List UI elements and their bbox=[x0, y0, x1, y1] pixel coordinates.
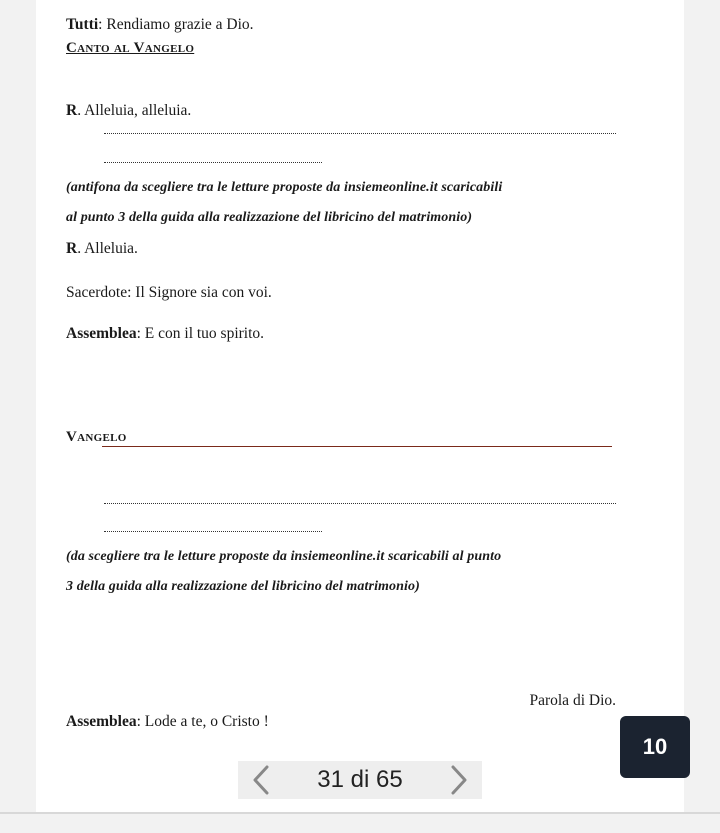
fill-in-dotted-line bbox=[104, 531, 322, 532]
response-line-2 bbox=[66, 240, 138, 258]
next-page-button[interactable] bbox=[436, 761, 482, 799]
vangelo-heading: Vangelo bbox=[66, 429, 127, 445]
fill-in-dotted-line bbox=[104, 162, 322, 163]
fill-in-dotted-line bbox=[104, 503, 616, 504]
speaker-label: Tutti bbox=[66, 16, 99, 33]
vangelo-note-line-2: 3 della guida alla realizzazione del libricino del matrimonio) bbox=[66, 579, 420, 594]
tutti-line bbox=[66, 16, 254, 34]
response-text: : E con il tuo spirito. bbox=[136, 325, 265, 342]
previous-page-button[interactable] bbox=[238, 761, 284, 799]
speaker-label: Assemblea bbox=[66, 713, 137, 730]
speaker-label: Assemblea bbox=[66, 325, 137, 342]
vangelo-note-line-1: (da scegliere tra le letture proposte da insiemeonline.it scaricabili al punto bbox=[66, 549, 502, 564]
response-text: : Lode a te, o Cristo ! bbox=[136, 713, 269, 730]
heading-underline bbox=[102, 446, 612, 447]
antifona-note-line-1: (antifona da scegliere tra le letture proposte da insiemeonline.it scaricabili bbox=[66, 180, 503, 195]
response-text: . Alleluia, alleluia. bbox=[77, 102, 192, 119]
speaker-label: R bbox=[66, 102, 78, 119]
page-number-badge: 10 bbox=[620, 716, 690, 778]
assemblea-line-1 bbox=[66, 325, 264, 343]
assemblea-line-2 bbox=[66, 713, 269, 731]
sacerdote-line: Sacerdote: Il Signore sia con voi. bbox=[66, 284, 272, 301]
parola-di-dio: Parola di Dio. bbox=[529, 692, 616, 709]
chevron-right-icon bbox=[448, 764, 470, 796]
page-navigator bbox=[238, 761, 482, 799]
antifona-note-line-2: al punto 3 della guida alla realizzazione del libricino del matrimonio) bbox=[66, 210, 473, 225]
chevron-left-icon bbox=[250, 764, 272, 796]
response-text: : Rendiamo grazie a Dio. bbox=[98, 16, 254, 33]
response-text: . Alleluia. bbox=[77, 240, 138, 257]
page-indicator: 31 di 65 bbox=[317, 766, 403, 793]
document-page bbox=[36, 0, 684, 812]
canto-heading: Canto al Vangelo bbox=[66, 40, 195, 56]
speaker-label: R bbox=[66, 240, 78, 257]
page-bottom-divider bbox=[0, 812, 720, 814]
fill-in-dotted-line bbox=[104, 133, 616, 134]
response-line-1 bbox=[66, 102, 191, 120]
